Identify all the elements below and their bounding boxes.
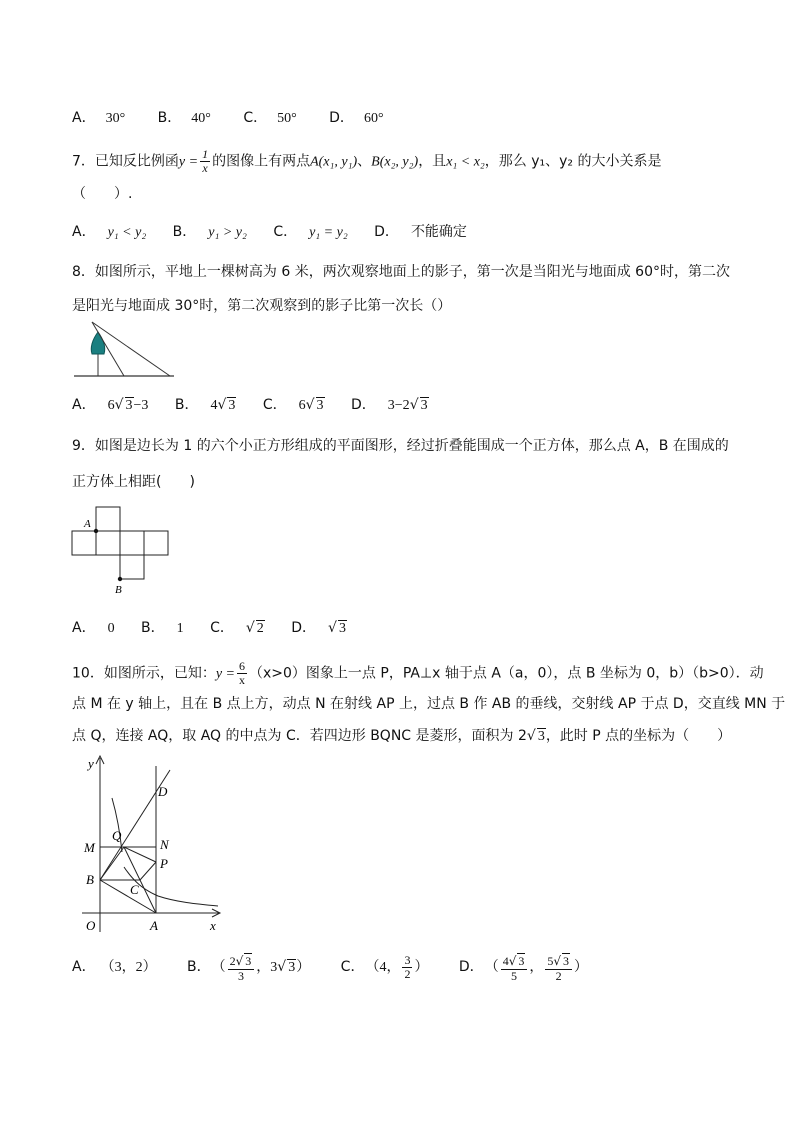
q10-option-d[interactable]: D． （ $\frac{4√ 3}{5}$ ， $\frac{5√ 3}{2}$ ） — [458, 953, 588, 983]
label-b: B — [115, 584, 122, 596]
tree-icon — [91, 332, 105, 354]
q10-options — [72, 952, 588, 983]
hyperbola-upper — [112, 798, 122, 852]
label-y: y — [88, 756, 94, 771]
label-o: O — [86, 918, 96, 933]
label-n: N — [160, 837, 169, 852]
segment-bq — [100, 847, 124, 880]
q10-option-c[interactable]: C． （4， $\frac{3}{2}$ ） — [340, 953, 429, 982]
label-m: M — [84, 840, 95, 855]
q9-option-b[interactable]: B． 1 — [141, 620, 184, 636]
label-a: A — [150, 918, 158, 933]
q6-option-d[interactable]: D． 60° — [329, 110, 384, 126]
q6-option-b[interactable]: B． 40° — [157, 110, 211, 126]
q7-answer-paren: （ ）. — [72, 186, 133, 202]
label-a: A — [84, 518, 91, 530]
q9-option-a[interactable]: A． 0 — [72, 620, 115, 636]
net-square-1 — [72, 531, 96, 555]
q9-option-c[interactable]: C． √ 2 — [210, 620, 264, 636]
q6-option-c[interactable]: C． 50° — [243, 110, 297, 126]
q10-question-line1: 10．如图所示，已知：y = $\frac{6}{x}$ （x>0）图象上一点 P，PA⊥x 轴于点 A（a，0），点 B 坐标为 0，b）（b>0）．动 — [72, 659, 764, 687]
net-square-2 — [96, 531, 120, 555]
q7-options — [72, 222, 467, 243]
q10-option-a[interactable]: A． （3，2） — [72, 959, 157, 975]
q9-options — [72, 618, 347, 639]
q10-option-b[interactable]: B． （ $\frac{2√ 3}{3}$ ，3√ 3） — [187, 953, 311, 983]
label-x: x — [210, 918, 216, 933]
label-p: P — [160, 856, 168, 871]
q6-options — [72, 108, 384, 129]
q7-option-b[interactable]: B． y₁ > y₂ — [172, 224, 247, 240]
q7-question-line1: 7．已知反比例函y = $\frac{1}{x}$ 的图像上有两点A(x₁, y₁)、B(x₂, y₂)，且x₁ < x₂，那么 y₁、y₂ 的大小关系是 — [72, 147, 662, 175]
label-q: Q — [112, 828, 122, 843]
q7-option-d[interactable]: D． 不能确定 — [374, 224, 467, 240]
q8-option-b[interactable]: B． 4√ 3 — [174, 397, 236, 413]
q8-question-line2: 是阳光与地面成 30°时，第二次观察到的影子比第一次长（） — [72, 298, 452, 314]
q9-question-line2: 正方体上相距( ) — [72, 474, 195, 490]
net-square-bottom — [120, 555, 144, 579]
q8-option-c[interactable]: C． 6√ 3 — [262, 397, 324, 413]
q8-option-a[interactable]: A． 6√ 3−3 — [72, 397, 149, 413]
q9-option-d[interactable]: D． √ 3 — [291, 620, 346, 636]
q8-options — [72, 395, 429, 416]
q10-fraction: $\frac{6}{x}$ — [239, 659, 245, 687]
q9-question-line1: 9．如图是边长为 1 的六个小正方形组成的平面图形，经过折叠能围成一个正方体，那么点 A，B 在围成的 — [72, 438, 729, 454]
net-square-3 — [120, 531, 144, 555]
q7-fraction: $\frac{1}{x}$ — [202, 147, 209, 175]
segment-qn — [124, 847, 156, 862]
q8-tree-figure — [72, 318, 182, 380]
net-square-4 — [144, 531, 168, 555]
label-d: D — [158, 784, 168, 799]
point-b — [118, 577, 122, 581]
segment-cn — [140, 862, 156, 880]
net-square-top — [96, 507, 120, 531]
label-c: C — [130, 882, 139, 897]
q6-option-a[interactable]: A． 30° — [72, 110, 126, 126]
point-a — [94, 529, 98, 533]
q7-option-c[interactable]: C． y₁ = y₂ — [273, 224, 348, 240]
q7-option-a[interactable]: A． y₁ < y₂ — [72, 224, 147, 240]
q10-question-line2: 点 M 在 y 轴上，且在 B 点上方，动点 N 在射线 AP 上，过点 B 作 AB 的垂线，交射线 AP 于点 D，交直线 MN 于 — [72, 696, 786, 712]
q10-graph-figure — [78, 752, 228, 942]
q10-question-line3: 点 Q，连接 AQ，取 AQ 的中点为 C．若四边形 BQNC 是菱形，面积为 2√ 3，此时 P 点的坐标为（ ） — [72, 728, 732, 744]
q9-cube-net-figure — [70, 505, 175, 597]
q8-question-line1: 8．如图所示，平地上一棵树高为 6 米，两次观察地面上的影子，第一次是当阳光与地面成 60°时，第二次 — [72, 264, 730, 280]
q8-option-d[interactable]: D． 3−2√ 3 — [351, 397, 428, 413]
label-b: B — [86, 872, 94, 887]
